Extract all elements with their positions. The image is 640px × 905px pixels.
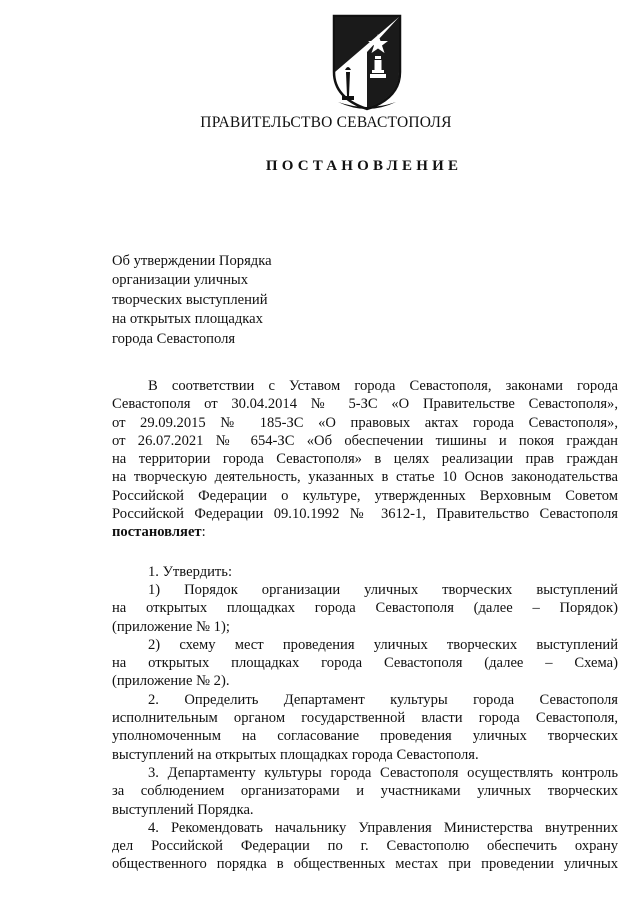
item-line: выступлений на открытых площадках города Севастополя.	[112, 746, 479, 763]
preamble-line: Российской Федерации о культуре, утвержденных Верховным Советом	[112, 487, 618, 504]
item-1-2	[112, 636, 618, 691]
item-3	[112, 764, 618, 819]
preamble-line: Севастополя от 30.04.2014 № 5-ЗС «О Правительстве Севастополя»,	[112, 396, 618, 413]
subject-line: на открытых площадках	[112, 311, 263, 328]
item-line: 2) схему мест проведения уличных творческих выступлений	[148, 636, 618, 653]
item-line: уполномоченным на согласование проведения уличных творческих	[112, 728, 618, 745]
preamble-line: от 29.09.2015 № 185-ЗС «О правовых актах города Севастополя»,	[112, 414, 618, 431]
preamble	[112, 377, 618, 542]
item-line: (приложение № 1);	[112, 618, 230, 635]
item-line: на открытых площадках города Севастополя (далее – Схема)	[112, 655, 618, 672]
sevastopol-coat-of-arms-icon	[326, 12, 408, 112]
item-line: на открытых площадках города Севастополя (далее – Порядок)	[112, 600, 618, 617]
document-type: ПОСТАНОВЛЕНИЕ	[265, 158, 463, 174]
preamble-line: на территории города Севастополя» в целях реализации прав граждан	[112, 451, 618, 468]
item-line: за соблюдением организаторами и участниками уличных творческих	[112, 783, 618, 800]
item-1: 1. Утвердить:	[148, 563, 233, 580]
organization-name: ПРАВИТЕЛЬСТВО СЕВАСТОПОЛЯ	[200, 114, 452, 131]
preamble-line: от 26.07.2021 № 654-ЗС «Об обеспечении тишины и покоя граждан	[112, 432, 618, 449]
preamble-line: В соответствии с Уставом города Севастополя, законами города	[148, 378, 618, 394]
decree-line	[112, 523, 618, 541]
preamble-line: Российской Федерации 09.10.1992 № 3612-1, Правительство Севастополя	[112, 506, 618, 523]
item-line: 2. Определить Департамент культуры города Севастополя	[148, 691, 618, 708]
item-line: 3. Департаменту культуры города Севастополя осуществлять контроль	[148, 764, 618, 781]
document-subject	[112, 252, 342, 349]
subject-line: организации уличных	[112, 272, 248, 289]
item-1-1	[112, 581, 618, 636]
subject-line: Об утверждении Порядка	[112, 253, 272, 269]
item-line: исполнительным органом государственной власти города Севастополя,	[112, 710, 618, 727]
preamble-line: на творческую деятельность, указанных в статье 10 Основ законодательства	[112, 469, 618, 486]
item-line: (приложение № 2).	[112, 673, 230, 690]
subject-line: творческих выступлений	[112, 291, 268, 308]
item-line: общественного порядка в общественных местах при проведении уличных	[112, 856, 618, 873]
item-line: дел Российской Федерации по г. Севастополю обеспечить охрану	[112, 838, 618, 855]
decree-word: постановляет	[112, 524, 202, 541]
item-line: выступлений Порядка.	[112, 801, 254, 818]
item-2	[112, 691, 618, 764]
subject-line: города Севастополя	[112, 330, 236, 347]
item-line: 1) Порядок организации уличных творческих выступлений	[148, 581, 618, 598]
document-body	[112, 377, 618, 874]
item-4	[112, 819, 618, 874]
item-line: 4. Рекомендовать начальнику Управления Министерства внутренних	[148, 819, 618, 836]
decree-colon: :	[201, 524, 206, 541]
